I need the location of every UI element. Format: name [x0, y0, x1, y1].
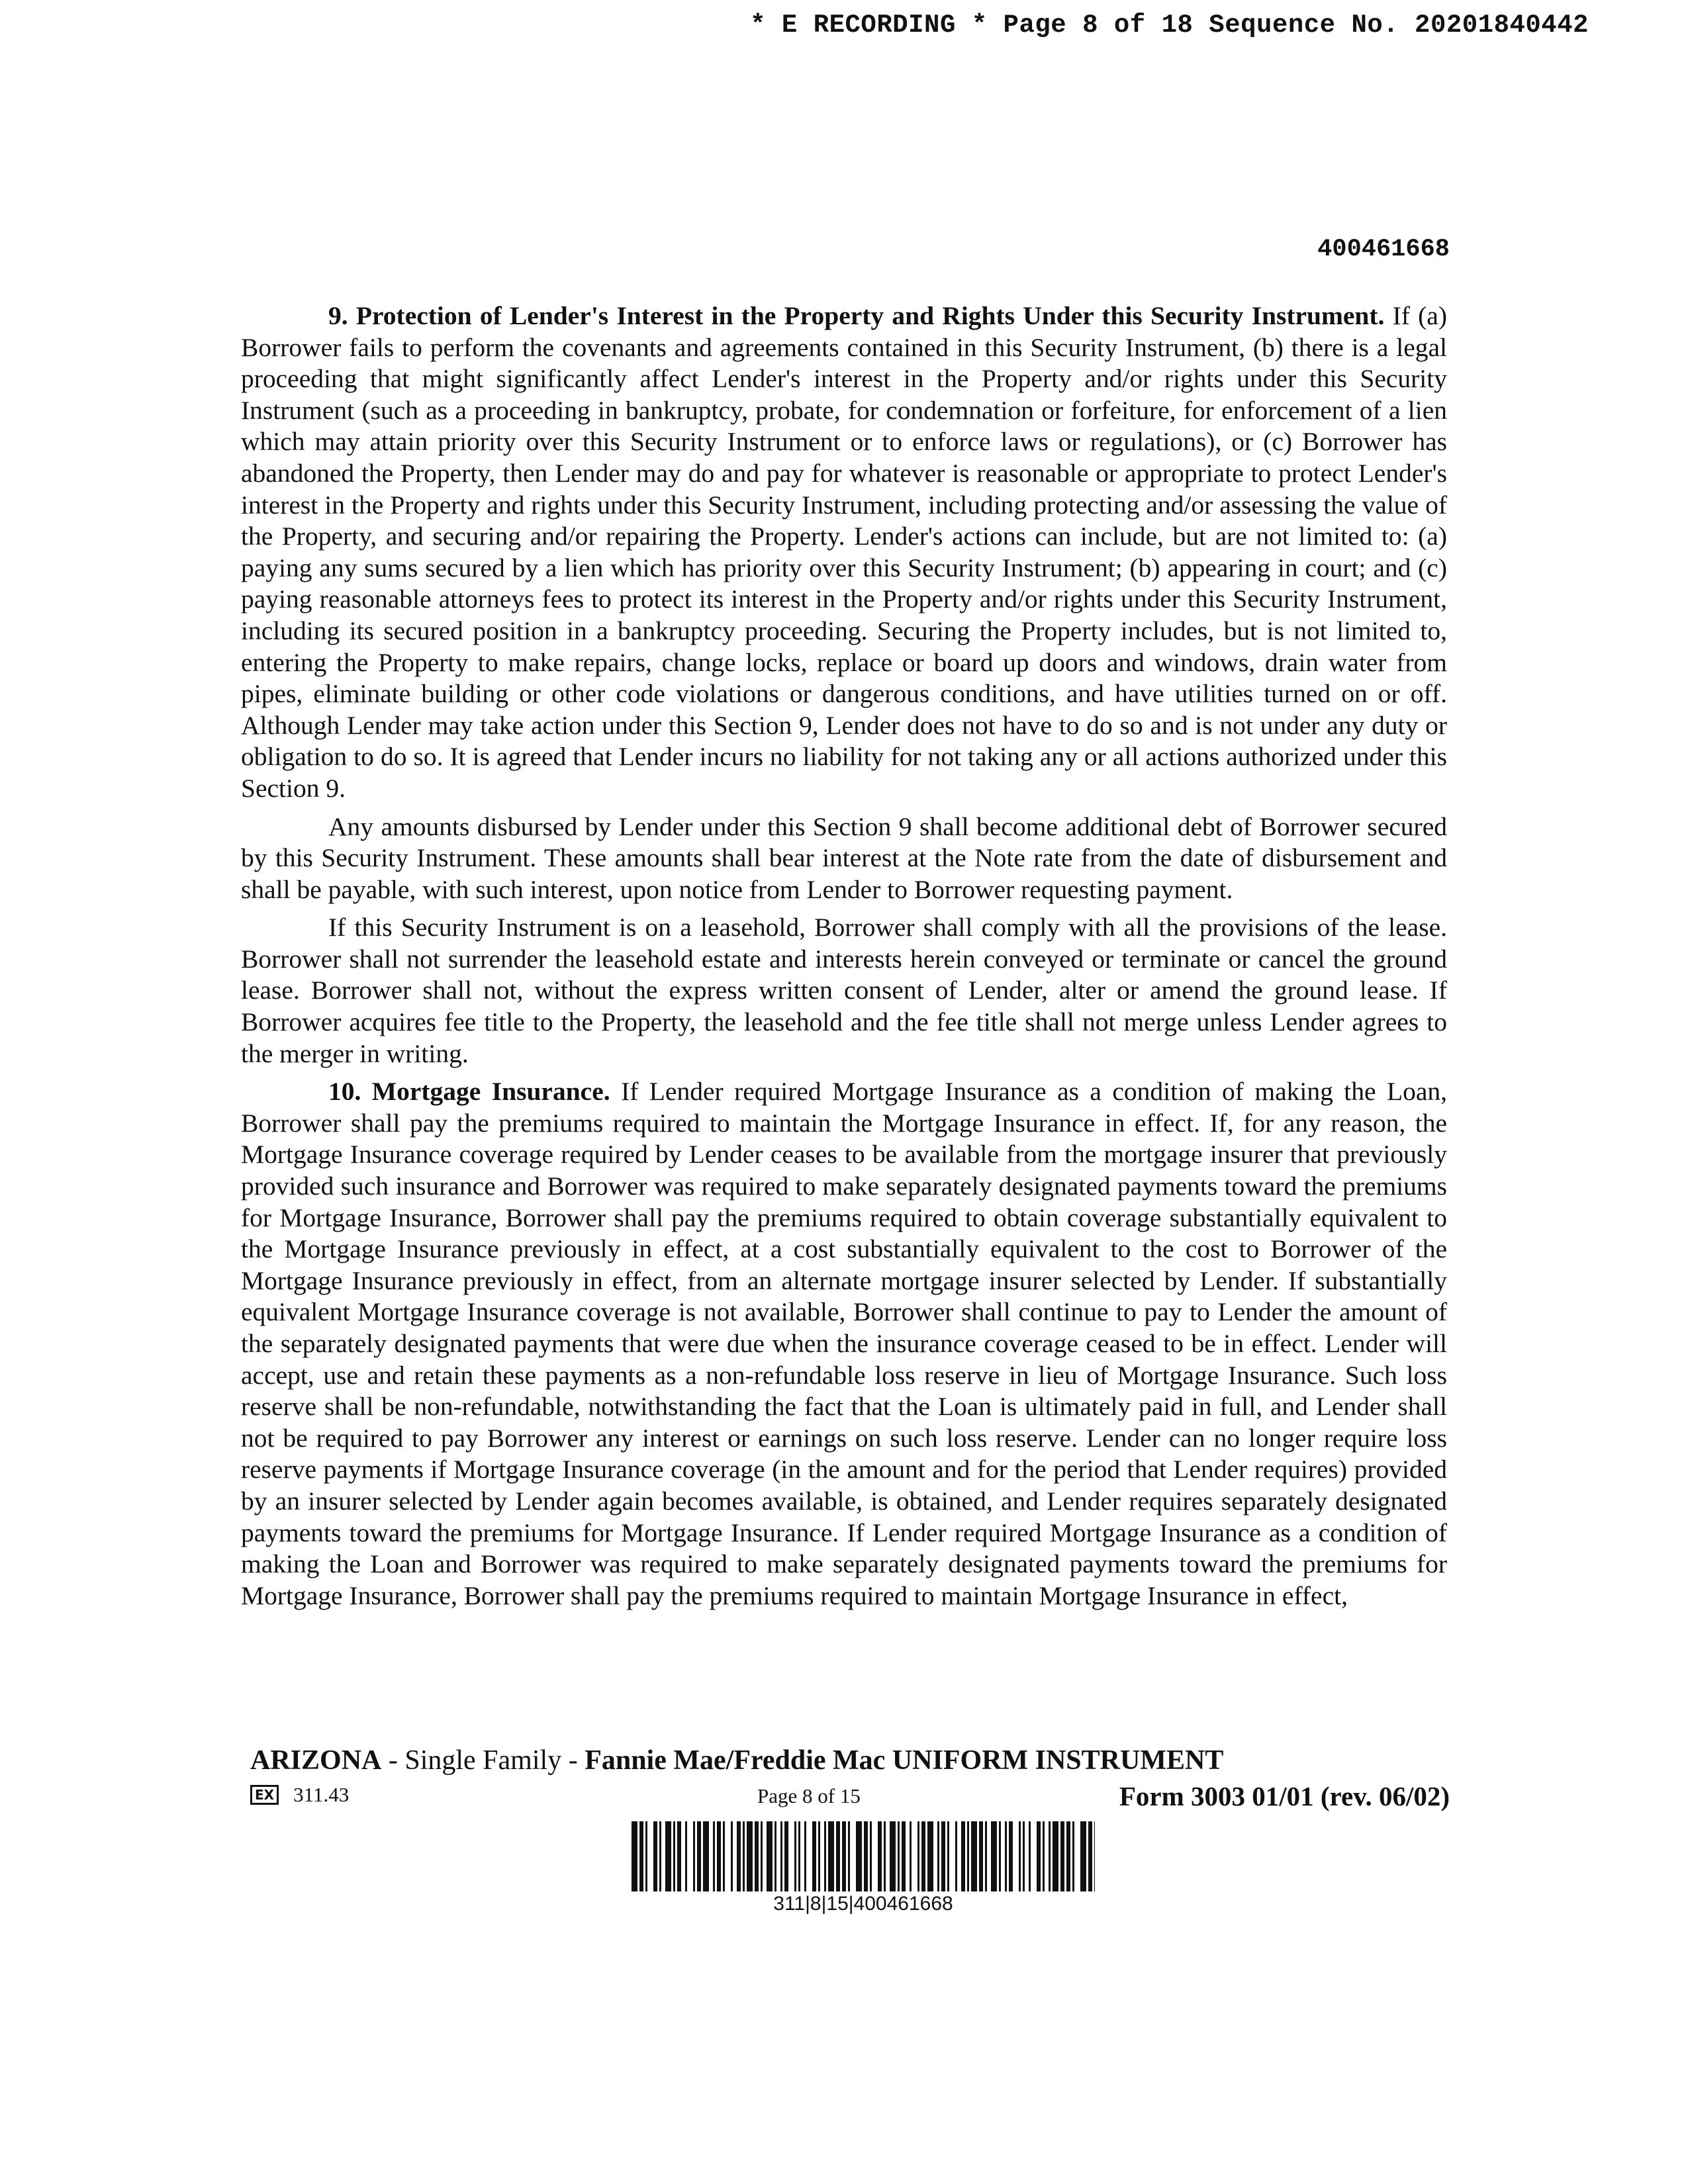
footer-instrument-line — [250, 1745, 1223, 1776]
ex-logo-icon: EX — [250, 1785, 279, 1805]
footer-instrument: Fannie Mae/Freddie Mac UNIFORM INSTRUMENT — [585, 1745, 1224, 1776]
recording-stamp: * E RECORDING * Page 8 of 18 Sequence No. 20201840442 — [750, 11, 1589, 40]
page-indicator: Page 8 of 15 — [757, 1784, 861, 1807]
section-9-paragraph-3: If this Security Instrument is on a leasehold, Borrower shall comply with all the provisions of the lease. Borrower shall not surrender the leasehold estate and interests herein conveyed or terminate or cancel the ground lease. Borrower shall not, without the express written consent of Lender, alter or amend the ground lease. If Borrower acquires fee title to the Property, the leasehold and the fee title shall not merge unless Lender agrees to the merger in writing. — [241, 913, 1447, 1068]
section-9-title: 9. Protection of Lender's Interest in the Property and Rights Under this Security Instrument. — [328, 301, 1385, 330]
section-10-text: If Lender required Mortgage Insurance as a condition of making the Loan, Borrower shall pay the premiums required to maintain the Mortgage Insurance in effect. If, for any reason, the Mortgage Insurance coverage required by Lender ceases to be available from the mortgage insurer that previously provided such insurance and Borrower was required to make separately designated payments toward the premiums for Mortgage Insurance, Borrower shall pay the premiums required to obtain coverage substantially equivalent to the Mortgage Insurance previously in effect, at a cost substantially equivalent to the cost to Borrower of the Mortgage Insurance previously in effect, from an alternate mortgage insurer selected by Lender. If substantially equivalent Mortgage Insurance coverage is not available, Borrower shall continue to pay to Lender the amount of the separately designated payments that were due when the insurance coverage ceased to be in effect. Lender will accept, use and retain these payments as a non-refundable loss reserve in lieu of Mortgage Insurance. Such loss reserve shall be non-refundable, notwithstanding the fact that the Loan is ultimately paid in full, and Lender shall not be required to pay Borrower any interest or earnings on such loss reserve. Lender can no longer require loss reserve payments if Mortgage Insurance coverage (in the amount and for the period that Lender requires) provided by an insurer selected by Lender again becomes available, is obtained, and Lender requires separately designated payments toward the premiums for Mortgage Insurance. If Lender required Mortgage Insurance as a condition of making the Loan and Borrower was required to make separately designated payments toward the premiums for Mortgage Insurance, Borrower shall pay the premiums required to maintain Mortgage Insurance in effect, — [241, 1077, 1448, 1610]
footer-state: ARIZONA — [250, 1745, 382, 1776]
section-9-paragraph-1 — [241, 300, 1447, 805]
form-code — [250, 1783, 349, 1807]
footer-form-line — [250, 1780, 1450, 1813]
barcode-icon — [632, 1821, 1095, 1891]
section-9-text: If (a) Borrower fails to perform the covenants and agreements contained in this Security Instrument, (b) there is a legal proceeding that might significantly affect Lender's interest in the Property and/or rights under this Security Instrument (such as a proceeding in bankruptcy, probate, for condemnation or forfeiture, for enforcement of a lien which may attain priority over this Security Instrument or to enforce laws or regulations), or (c) Borrower has abandoned the Property, then Lender may do and pay for whatever is reasonable or appropriate to protect Lender's interest in the Property and rights under this Security Instrument, including protecting and/or assessing the value of the Property, and securing and/or repairing the Property. Lender's actions can include, but are not limited to: (a) paying any sums secured by a lien which has priority over this Security Instrument; (b) appearing in court; and (c) paying reasonable attorneys fees to protect its interest in the Property and/or rights under this Security Instrument, including its secured position in a bankruptcy proceeding. Securing the Property includes, but is not limited to, entering the Property to make repairs, change locks, replace or board up doors and windows, drain water from pipes, eliminate building or other code violations or dangerous conditions, and have utilities turned on or off. Although Lender may take action under this Section 9, Lender does not have to do so and is not under any duty or obligation to do so. It is agreed that Lender incurs no liability for not taking any or all actions authorized under this Section 9. — [241, 301, 1447, 803]
footer-family-type: - Single Family - — [381, 1745, 585, 1776]
document-body — [241, 300, 1447, 1618]
form-number: Form 3003 01/01 (rev. 06/02) — [1119, 1781, 1450, 1811]
section-10-title: 10. Mortgage Insurance. — [328, 1077, 610, 1107]
loan-number: 400461668 — [1317, 236, 1450, 263]
section-10-paragraph-1 — [241, 1076, 1447, 1612]
form-code-number: 311.43 — [293, 1783, 350, 1806]
barcode-text: 311|8|15|400461668 — [773, 1893, 953, 1915]
section-9-paragraph-2: Any amounts disbursed by Lender under this Section 9 shall become additional debt of Borrower secured by this Security Instrument. These amounts shall bear interest at the Note rate from the date of disbursement and shall be payable, with such interest, upon notice from Lender to Borrower requesting payment. — [241, 811, 1447, 904]
